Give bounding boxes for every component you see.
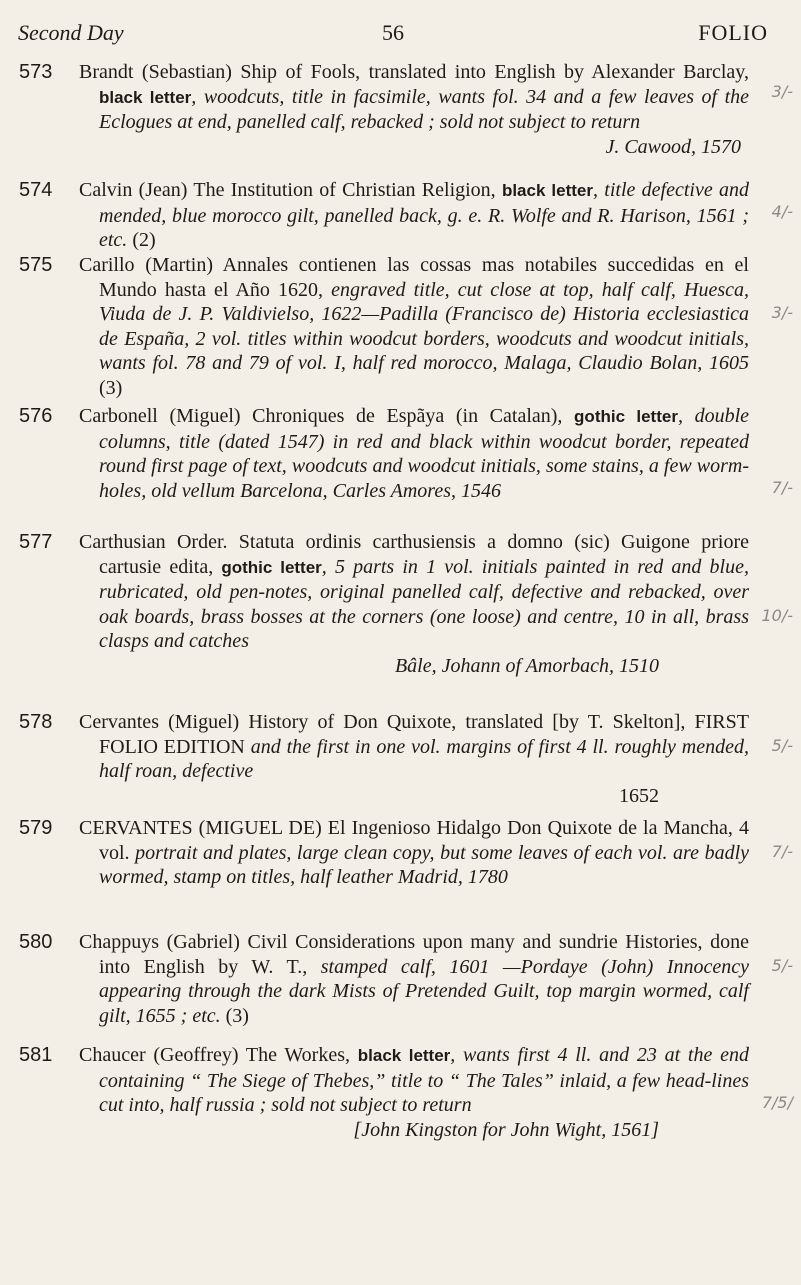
pencil-price: 3/- [771,303,793,322]
lot-description: Cervantes (Miguel) History of Don Quixote, translated [by T. Skelton], FIRST FOLIO EDITION and the first in one vol. margins of first 4 ll. roughly mended, half roan, defective [79,711,749,782]
header-page-number: 56 [382,20,404,45]
lot-description: Carbonell (Miguel) Chroniques de Espãya (in Catalan), gothic letter, double columns, title (dated 1547) in red and black within woodcut border, repeated round first page of text, woodcuts and woodcut initials, some stains, a few worm-holes, old vellum Barcelona, Carles Amores, 1546 [79,405,749,502]
running-header [18,20,768,50]
pencil-price: 5/- [771,956,793,975]
lot-imprint: [John Kingston for John Wight, 1561] [353,1118,659,1141]
pencil-price: 10/- [761,606,793,625]
lot-imprint: Bâle, Johann of Amorbach, 1510 [394,654,659,677]
lot-description: Chappuys (Gabriel) Civil Considerations upon many and sundrie Histories, done into English by W. T., stamped calf, 1601 —Pordaye (John) Innocency appearing through the dark Mists of Pretended Guilt, top margin wormed, calf gilt, 1655 ; etc. (3) [79,931,749,1027]
lot-number: 574 [19,179,53,201]
lot-number: 581 [19,1044,53,1066]
lot-number: 579 [19,817,53,839]
lot-description: Calvin (Jean) The Institution of Christian Religion, black letter, title defective and mended, blue morocco gilt, panelled back, g. e. R. Wolfe and R. Harison, 1561 ; etc. (2) [79,179,749,251]
pencil-price: 7/- [771,478,793,497]
lot-imprint: 1652 [619,784,659,807]
lot-description: Carillo (Martin) Annales contienen las cossas mas notabiles succedidas en el Mundo hasta el Año 1620, engraved title, cut close at top, half calf, Huesca, Viuda de J. P. Valdivielso, 1622—Padilla (Francisco de) Historia ecclesiastica de España, 2 vol. titles within woodcut borders, woodcuts and woodcut initials, wants fol. 78 and 79 of vol. I, half red morocco, Malaga, Claudio Bolan, 1605 (3) [79,254,749,399]
lot-number: 578 [19,711,53,733]
pencil-price: 4/- [771,202,793,221]
lot-number: 576 [19,405,53,427]
lot-description: Carthusian Order. Statuta ordinis carthusiensis a domno (sic) Guigone priore cartusie edita, gothic letter, 5 parts in 1 vol. initials painted in red and blue, rubricated, old pen-notes, original panelled calf, defective and rebacked, over oak boards, brass bosses at the corners (one loose) and centre, 10 in all, brass clasps and catches [79,531,749,652]
pencil-price: 3/- [771,82,793,101]
header-day: Second Day [18,20,124,45]
lot-number: 573 [19,61,53,83]
pencil-price: 7/5/ [761,1093,793,1112]
lot-number: 575 [19,254,53,276]
lot-number: 580 [19,931,53,953]
lot-description: Brandt (Sebastian) Ship of Fools, translated into English by Alexander Barclay, black letter, woodcuts, title in facsimile, wants fol. 34 and a few leaves of the Eclogues at end, panelled calf, rebacked ; sold not subject to return [79,61,750,133]
lot-number: 577 [19,531,53,553]
pencil-price: 5/- [771,736,793,755]
header-format: FOLIO [698,20,768,45]
lot-description: CERVANTES (MIGUEL DE) El Ingenioso Hidalgo Don Quixote de la Mancha, 4 vol. portrait and plates, large clean copy, but some leaves of each vol. are badly wormed, stamp on titles, half leather Madrid, 1780 [79,817,750,888]
lot-description: Chaucer (Geoffrey) The Workes, black letter, wants first 4 ll. and 23 at the end containing “ The Siege of Thebes,” title to “ The Tales” inlaid, a few head-lines cut into, half russia ; sold not subject to return [79,1044,750,1116]
pencil-price: 7/- [771,842,793,861]
lot-imprint: J. Cawood, 1570 [605,135,741,158]
